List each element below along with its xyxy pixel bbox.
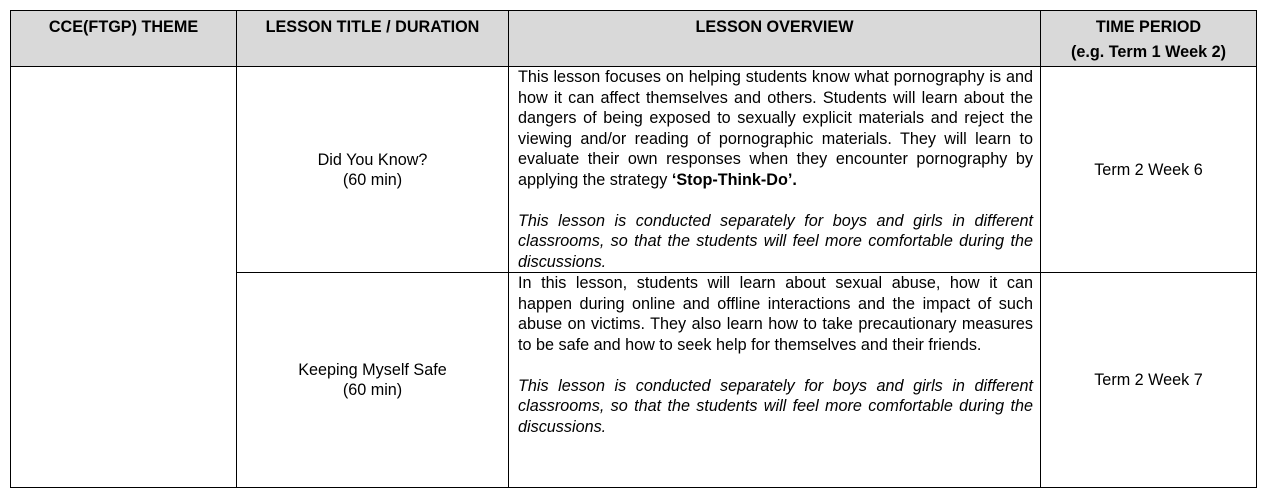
lesson-note: This lesson is conducted separately for boys and girls in different classrooms, so that the students will feel more comfortable during the discussions. — [518, 211, 1033, 271]
strategy-name: ‘Stop-Think-Do’. — [671, 170, 797, 189]
time-period-cell: Term 2 Week 7 — [1041, 273, 1257, 488]
lesson-title-cell — [237, 67, 509, 273]
lesson-table — [10, 10, 1257, 488]
header-theme: CCE(FTGP) THEME — [11, 11, 237, 67]
lesson-title-cell — [237, 273, 509, 488]
header-time-period-label: TIME PERIOD — [1095, 18, 1202, 36]
lesson-overview-text — [518, 67, 1033, 190]
lesson-overview-text: In this lesson, students will learn about sexual abuse, how it can happen during online and offline interactions and the impact of such abuse on victims. They also learn how to take precautionary measures to be safe and how to seek help for themselves and their friends. — [518, 274, 1033, 354]
table-row — [11, 67, 1257, 273]
lesson-overview-cell — [509, 273, 1041, 488]
header-row — [11, 11, 1257, 67]
lesson-title: Did You Know? — [317, 150, 428, 169]
header-overview: LESSON OVERVIEW — [509, 11, 1041, 67]
header-time-period-example: (e.g. Term 1 Week 2) — [1070, 43, 1227, 61]
header-time-period — [1041, 11, 1257, 67]
lesson-note: This lesson is conducted separately for boys and girls in different classrooms, so that the students will feel more comfortable during the discussions. — [518, 376, 1033, 436]
lesson-duration: (60 min) — [342, 170, 403, 189]
lesson-title: Keeping Myself Safe — [298, 361, 447, 379]
theme-cell — [11, 67, 237, 488]
time-period-cell: Term 2 Week 6 — [1041, 67, 1257, 273]
lesson-overview-cell — [509, 67, 1041, 273]
header-lesson-title: LESSON TITLE / DURATION — [237, 11, 509, 67]
lesson-overview-body: This lesson focuses on helping students know what pornography is and how it can affect themselves and others. Students will learn about the dangers of being exposed to sexually explicit materials and reject the viewing and/or reading of pornographic materials. They will learn to evaluate their own responses when they encounter pornography by applying the strategy — [518, 68, 1033, 189]
lesson-duration: (60 min) — [342, 381, 403, 399]
